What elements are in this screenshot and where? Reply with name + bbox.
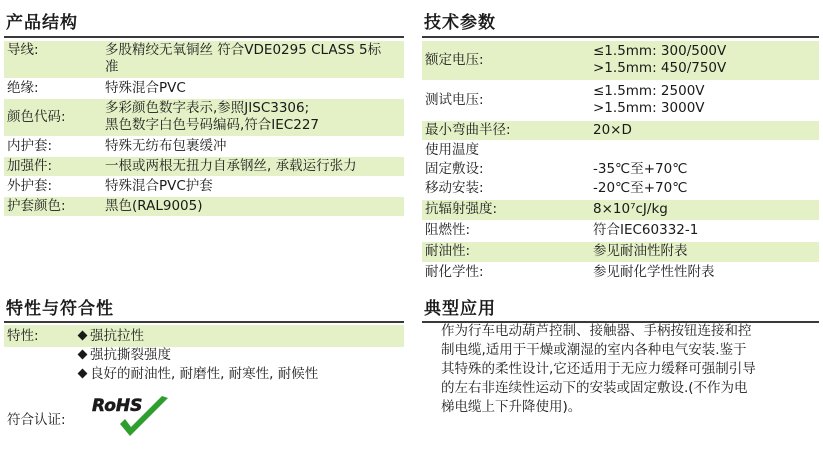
structure-value: 准 [105, 59, 119, 75]
paragraph-line: 的左右非连续性运动下的安装或固定敷设.(不作为电 [441, 380, 748, 396]
tech-row-fixed-install [422, 160, 819, 179]
structure-label: 外护套: [7, 178, 53, 194]
structure-row-strength-member [4, 157, 404, 176]
structure-value: 黑色(RAL9005) [105, 198, 203, 214]
paragraph-line: 其特殊的柔性设计,它还适用于无应力缓释可强制引导 [441, 361, 756, 377]
tech-row-rated-voltage [422, 41, 819, 80]
svg-text:RoHS: RoHS [92, 396, 143, 416]
characteristics-title: 特性与符合性 [6, 299, 114, 319]
applications-title: 典型应用 [424, 299, 496, 319]
bullet-item: 强抗拉性 [78, 327, 318, 346]
tech-label: 额定电压: [425, 52, 484, 68]
rohs-logo-icon [90, 392, 172, 442]
bullet-item: 强抗撕裂强度 [78, 346, 318, 365]
tech-value: 参见耐油性附表 [593, 243, 688, 259]
paragraph-line: 梯电缆上下升降使用)。 [441, 399, 582, 415]
structure-value: 多彩颜色数字表示,参照JISC3306; [105, 100, 310, 116]
structure-value: 黑色数字白色号码编码,符合IEC227 [105, 117, 319, 133]
structure-value: 特殊混合PVC护套 [105, 178, 213, 194]
tech-value: ≤1.5mm: 2500V [593, 83, 705, 99]
tech-row-test-voltage [422, 81, 819, 120]
structure-value: 特殊无纺布包裹缓冲 [105, 138, 227, 154]
tech-value: >1.5mm: 450/750V [593, 60, 727, 76]
product-structure-title: 产品结构 [6, 13, 78, 33]
tech-row-flame-retardant [422, 221, 819, 241]
structure-row-sheath-color [4, 197, 404, 216]
structure-label: 绝缘: [7, 80, 39, 96]
tech-row-oil-resistance [422, 242, 819, 262]
tech-value: -20℃至+70℃ [593, 180, 688, 196]
structure-label: 颜色代码: [7, 109, 66, 125]
structure-label: 内护套: [7, 138, 53, 154]
tech-label: 移动安装: [425, 180, 484, 196]
bullet-item: 良好的耐油性, 耐磨性, 耐寒性, 耐候性 [78, 365, 318, 384]
tech-row-mobile-install [422, 179, 819, 198]
tech-label: 阻燃性: [425, 222, 471, 238]
structure-label: 导线: [7, 42, 39, 58]
structure-row-insulation [4, 79, 404, 98]
tech-label: 最小弯曲半径: [425, 122, 511, 138]
structure-label: 护套颜色: [7, 198, 66, 214]
technical-parameters-title: 技术参数 [424, 13, 496, 33]
diamond-bullet-icon [78, 350, 88, 360]
characteristics-label: 特性: [7, 328, 39, 344]
structure-row-color-code [4, 99, 404, 136]
tech-value: -35℃至+70℃ [593, 161, 688, 177]
structure-row-outer-sheath [4, 177, 404, 196]
applications-paragraph [441, 322, 819, 417]
structure-value: 一根或两根无扭力自承钢丝, 承载运行张力 [105, 158, 357, 174]
tech-value: 参见耐化学性性附表 [593, 264, 715, 280]
structure-row-inner-sheath [4, 137, 404, 156]
tech-label: 耐油性: [425, 243, 471, 259]
structure-row-conductor [4, 41, 404, 78]
diamond-bullet-icon [78, 369, 88, 379]
tech-value: 符合IEC60332-1 [593, 222, 699, 238]
paragraph-line: 作为行车电动葫芦控制、接触器、手柄按钮连接和控 [441, 323, 752, 339]
paragraph-line: 制电缆,适用于干燥或潮湿的室内各种电气安装.鉴于 [441, 342, 747, 358]
characteristics-bullet-list [78, 327, 318, 384]
tech-row-temperature [422, 141, 819, 160]
product-structure-rule [4, 36, 404, 38]
tech-value: >1.5mm: 3000V [593, 100, 705, 116]
tech-label: 固定敷设: [425, 161, 484, 177]
diamond-bullet-icon [78, 331, 88, 341]
tech-label: 使用温度 [425, 142, 479, 158]
tech-value: 8×10⁷cJ/kg [593, 201, 668, 217]
certification-label: 符合认证: [7, 412, 66, 428]
tech-value: 20×D [593, 122, 632, 138]
technical-parameters-rule [422, 36, 819, 38]
tech-row-chemical-resistance [422, 263, 819, 283]
tech-row-bend-radius [422, 121, 819, 140]
tech-label: 测试电压: [425, 92, 484, 108]
structure-label: 加强件: [7, 158, 53, 174]
tech-label: 抗辐射强度: [425, 201, 498, 217]
tech-row-radiation [422, 200, 819, 220]
tech-label: 耐化学性: [425, 264, 484, 280]
structure-value: 特殊混合PVC [105, 80, 186, 96]
tech-value: ≤1.5mm: 300/500V [593, 43, 727, 59]
characteristics-rule [4, 321, 404, 323]
structure-value: 多股精绞无氧铜丝 符合VDE0295 CLASS 5标 [105, 42, 382, 58]
